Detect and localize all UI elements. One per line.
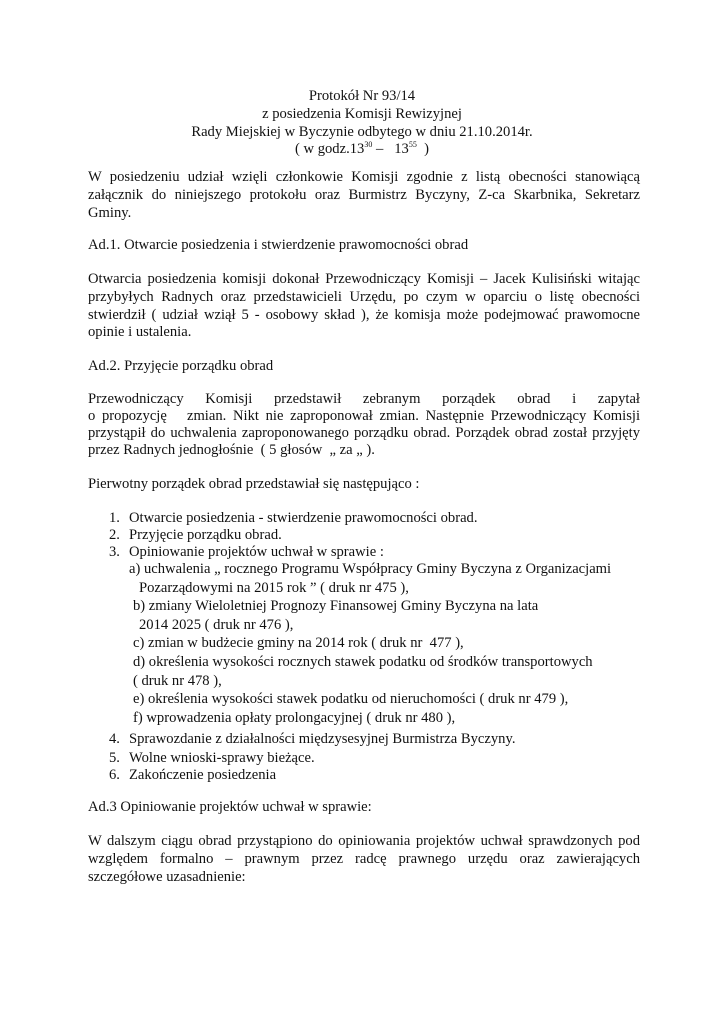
agenda-subitem: 2014 2025 ( druk nr 476 ), [139, 617, 294, 633]
ad3-paragraph: W dalszym ciągu obrad przystąpiono do opiniowania projektów uchwał sprawdzonych pod względem formalno – prawnym przez radcę prawnego urzędu oraz zawierających szczegółowe uzasadnienie: [88, 833, 640, 885]
hours-dash: – 13 [372, 141, 409, 158]
agenda-item: 6. Zakończenie posiedzenia [109, 767, 277, 783]
protocol-title: Protokół Nr 93/14 [308, 88, 416, 104]
agenda-subitem: d) określenia wysokości rocznych stawek podatku od środków transportowych [133, 654, 593, 670]
ad1-heading: Ad.1. Otwarcie posiedzenia i stwierdzenie prawomocności obrad [88, 237, 469, 253]
meeting-hours [0, 141, 724, 159]
agenda-subitem: f) wprowadzenia opłaty prolongacyjnej ( druk nr 480 ), [133, 710, 456, 726]
agenda-subitem: a) uchwalenia „ rocznego Programu Współpracy Gminy Byczyna z Organizacjami [129, 561, 612, 577]
ad2-line-1: Przewodniczący Komisji przedstawił zebranym porządek obrad i zapytał [88, 391, 640, 407]
agenda-subitem: ( druk nr 478 ), [133, 673, 222, 689]
agenda-item: 5. Wolne wnioski-sprawy bieżące. [109, 750, 315, 766]
agenda-item: 3. Opiniowanie projektów uchwał w sprawie : [109, 544, 384, 560]
ad2-heading: Ad.2. Przyjęcie porządku obrad [88, 358, 274, 374]
agenda-intro: Pierwotny porządek obrad przedstawiał się następująco : [88, 476, 420, 492]
intro-paragraph: W posiedzeniu udział wzięli członkowie Komisji zgodnie z listą obecności stanowiącą załącznik do niniejszego protokołu oraz Burmistrz Byczyny, Z-ca Skarbnika, Sekretarz Gminy. [88, 169, 640, 221]
hours-prefix: ( w godz.13 [295, 141, 365, 158]
ad2-line-4: przez Radnych jednogłośnie ( 5 głosów „ za „ ). [88, 442, 375, 458]
ad2-line-2: o propozycję zmian. Nikt nie zaproponował zmian. Następnie Przewodniczący Komisji [88, 408, 640, 424]
protocol-subtitle: z posiedzenia Komisji Rewizyjnej [262, 105, 462, 122]
agenda-subitem: c) zmian w budżecie gminy na 2014 rok ( druk nr 477 ), [133, 635, 464, 651]
ad2-line-3: przystąpił do uchwalenia zaproponowanego porządku obrad. Porządek obrad został przyjęty [88, 425, 640, 441]
agenda-item: 1. Otwarcie posiedzenia - stwierdzenie prawomocności obrad. [109, 510, 478, 526]
ad1-paragraph: Otwarcia posiedzenia komisji dokonał Przewodniczący Komisji – Jacek Kulisiński witając przybyłych Radnych oraz przedstawicieli Urzędu, po czym w oparciu o listę obecności stwierdził ( udział wziął 5 - osobowy skład ), że komisja może podejmować prawomocne opinie i ustalenia. [88, 271, 640, 341]
agenda-subitem: e) określenia wysokości stawek podatku od nieruchomości ( druk nr 479 ), [133, 691, 569, 707]
agenda-item: 4. Sprawozdanie z działalności międzysesyjnej Burmistrza Byczyny. [109, 731, 516, 747]
title-block [0, 88, 724, 159]
start-minutes: 30 [364, 140, 373, 150]
ad3-heading: Ad.3 Opiniowanie projektów uchwał w sprawie: [88, 799, 372, 815]
agenda-subitem: b) zmiany Wieloletniej Prognozy Finansowej Gminy Byczyna na lata [133, 598, 539, 614]
hours-suffix: ) [416, 141, 429, 158]
agenda-item: 2. Przyjęcie porządku obrad. [109, 527, 282, 543]
council-line: Rady Miejskiej w Byczynie odbytego w dniu 21.10.2014r. [191, 123, 533, 140]
agenda-subitem: Pozarządowymi na 2015 rok ” ( druk nr 475 ), [139, 580, 409, 596]
end-minutes: 55 [408, 140, 417, 150]
